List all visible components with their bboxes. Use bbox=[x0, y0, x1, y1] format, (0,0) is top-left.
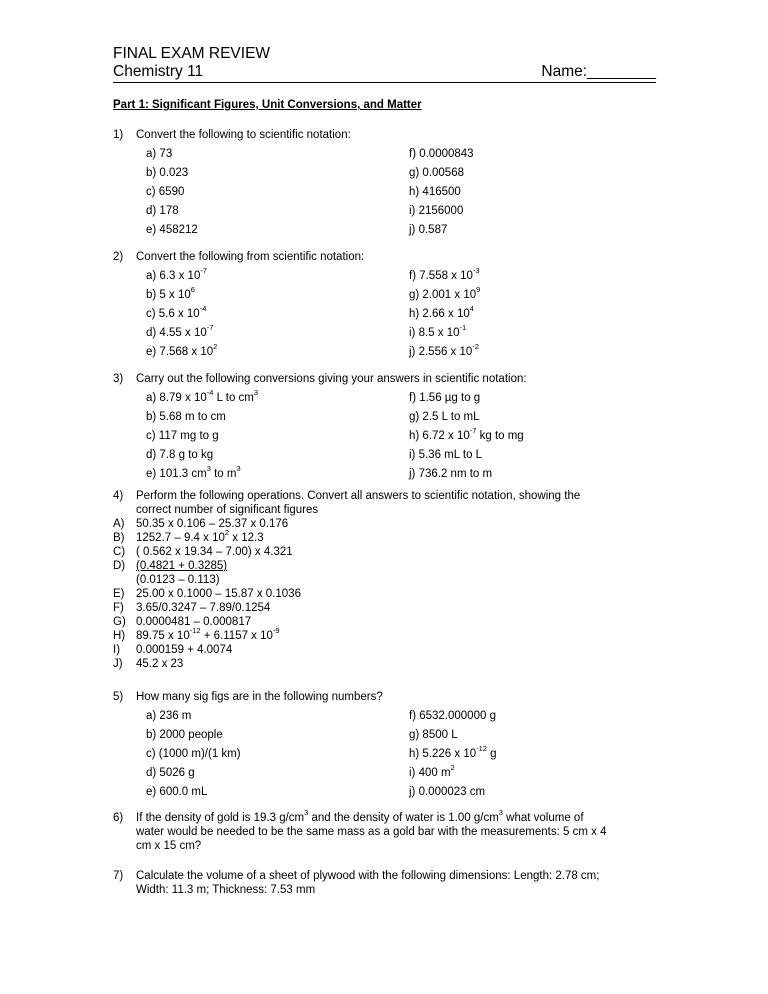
list-item: d) 178 bbox=[146, 205, 179, 217]
question-number: 3) bbox=[113, 373, 124, 385]
question-number: 2) bbox=[113, 251, 124, 263]
question-3 bbox=[113, 372, 673, 486]
list-item: j) 736.2 nm to m bbox=[409, 468, 493, 480]
list-item: j) 2.556 x $10^{-2}$ bbox=[409, 342, 479, 358]
question-6 bbox=[113, 808, 673, 853]
list-item: E) 25.00 x 0.1000 – 15.87 x 0.1036 bbox=[113, 588, 301, 600]
list-item: i) 2156000 bbox=[409, 205, 464, 217]
list-item: A) 50.35 x 0.106 – 25.37 x 0.176 bbox=[113, 518, 289, 530]
list-item: d) 7.8 g to kg bbox=[146, 449, 214, 461]
question-text-continued: water would be needed to be the same mass as a gold bar with the measurements: 5 cm x 4 bbox=[136, 826, 607, 838]
list-item: i) 5.36 mL to L bbox=[409, 449, 483, 461]
list-item: c) 6590 bbox=[146, 186, 185, 198]
list-item: e) 7.568 x $10^2$ bbox=[146, 342, 218, 358]
course-name: Chemistry 11 bbox=[113, 63, 204, 80]
question-1 bbox=[113, 128, 673, 242]
question-5 bbox=[113, 690, 673, 804]
question-text: Calculate the volume of a sheet of plywood with the following dimensions: Length: 2.78 cm; bbox=[136, 870, 600, 882]
question-number: 1) bbox=[113, 129, 124, 141]
question-text: Carry out the following conversions giving your answers in scientific notation: bbox=[136, 373, 527, 385]
list-item: h) 416500 bbox=[409, 186, 461, 198]
list-item: b) 2000 people bbox=[146, 729, 223, 741]
list-item: b) 5 x $10^6$ bbox=[146, 285, 195, 301]
name-field-label: Name:________ bbox=[541, 63, 656, 80]
list-item: c) 117 mg to g bbox=[146, 430, 219, 442]
fraction-denominator: (0.0123 – 0.113) bbox=[136, 574, 220, 586]
list-item: i) 400 $m^2$ bbox=[409, 763, 455, 779]
fraction-numerator: (0.4821 + 0.3285) bbox=[136, 560, 228, 572]
question-7 bbox=[113, 869, 673, 897]
list-item: d) 5026 g bbox=[146, 767, 195, 779]
header-row bbox=[113, 63, 656, 83]
question-text: How many sig figs are in the following numbers? bbox=[136, 691, 383, 703]
question-items bbox=[146, 266, 673, 364]
list-item: i) 8.5 x $10^{-1}$ bbox=[409, 323, 467, 339]
question-text-continued: Width: 11.3 m; Thickness: 7.53 mm bbox=[136, 884, 316, 896]
question-items bbox=[146, 388, 673, 486]
list-item: f) 0.0000843 bbox=[409, 148, 474, 160]
list-item: b) 5.68 m to cm bbox=[146, 411, 226, 423]
list-item: d) 4.55 x $10^{-7}$ bbox=[146, 323, 214, 339]
list-item: H) 89.75 x $10^{-12} + 6.1157$ x $10^{-9}$ bbox=[113, 626, 280, 642]
list-item: g) 2.001 x $10^9$ bbox=[409, 285, 481, 301]
list-item: a) 8.79 x $10^{-4}$ L to $cm^3$ bbox=[146, 388, 259, 404]
question-text-continued: correct number of significant figures bbox=[136, 504, 319, 516]
question-items bbox=[146, 709, 673, 804]
question-number: 4) bbox=[113, 490, 124, 502]
list-item: h) 5.226 x $10^{-12}$ g bbox=[409, 744, 497, 760]
list-item: G) 0.0000481 – 0.000817 bbox=[113, 616, 252, 628]
question-text-continued: cm x 15 cm? bbox=[136, 840, 202, 852]
list-item: a) 236 m bbox=[146, 710, 192, 722]
question-text: Convert the following to scientific notation: bbox=[136, 129, 351, 141]
list-item: D) (0.4821 + 0.3285) bbox=[113, 560, 228, 572]
question-2 bbox=[113, 250, 673, 364]
list-item: c) (1000 m)/(1 km) bbox=[146, 748, 241, 760]
list-item: e) 458212 bbox=[146, 224, 198, 236]
question-text: Perform the following operations. Convert all answers to scientific notation, showing the bbox=[136, 490, 581, 502]
question-number: 5) bbox=[113, 691, 124, 703]
question-text: Convert the following from scientific notation: bbox=[136, 251, 365, 263]
list-item: h) 6.72 x $10^{-7}$ kg to mg bbox=[409, 426, 524, 442]
question-text: If the density of gold is 19.3 $g/cm^3$ and the density of water is 1.00 $g/cm^3$ what volume of bbox=[136, 808, 584, 824]
list-item: c) 5.6 x $10^{-4}$ bbox=[146, 304, 207, 320]
list-item bbox=[113, 573, 673, 587]
part-heading: Part 1: Significant Figures, Unit Conversions, and Matter bbox=[113, 99, 422, 111]
list-item: g) 8500 L bbox=[409, 729, 458, 741]
document-header bbox=[113, 45, 656, 83]
question-items bbox=[146, 147, 673, 242]
list-item: a) 6.3 x $10^{-7}$ bbox=[146, 266, 208, 282]
list-item: g) 2.5 L to mL bbox=[409, 411, 480, 423]
list-item: j) 0.587 bbox=[409, 224, 448, 236]
question-4 bbox=[113, 489, 673, 671]
list-item: j) 0.000023 cm bbox=[409, 786, 486, 798]
question-number: 7) bbox=[113, 870, 124, 882]
question-number: 6) bbox=[113, 812, 124, 824]
list-item: C) ( 0.562 x 19.34 – 7.00) x 4.321 bbox=[113, 546, 293, 558]
list-item: J) 45.2 x 23 bbox=[113, 658, 184, 670]
list-item: f) 1.56 µg to g bbox=[409, 392, 481, 404]
list-item: I) 0.000159 + 4.0074 bbox=[113, 644, 233, 656]
list-item: e) 101.3 $cm^3$ to $m^3$ bbox=[146, 464, 241, 480]
list-item: g) 0.00568 bbox=[409, 167, 464, 179]
list-item: f) 6532.000000 g bbox=[409, 710, 496, 722]
operation-list bbox=[113, 517, 673, 671]
list-item: b) 0.023 bbox=[146, 167, 189, 179]
exam-title: FINAL EXAM REVIEW bbox=[113, 45, 271, 62]
list-item: F) 3.65/0.3247 – 7.89/0.1254 bbox=[113, 602, 271, 614]
list-item: f) 7.558 x $10^{-3}$ bbox=[409, 266, 480, 282]
list-item: B) 1252.7 – 9.4 x $10^2$ x 12.3 bbox=[113, 528, 264, 544]
list-item: h) 2.66 x $10^4$ bbox=[409, 304, 474, 320]
list-item: a) 73 bbox=[146, 148, 173, 160]
list-item: e) 600.0 mL bbox=[146, 786, 208, 798]
